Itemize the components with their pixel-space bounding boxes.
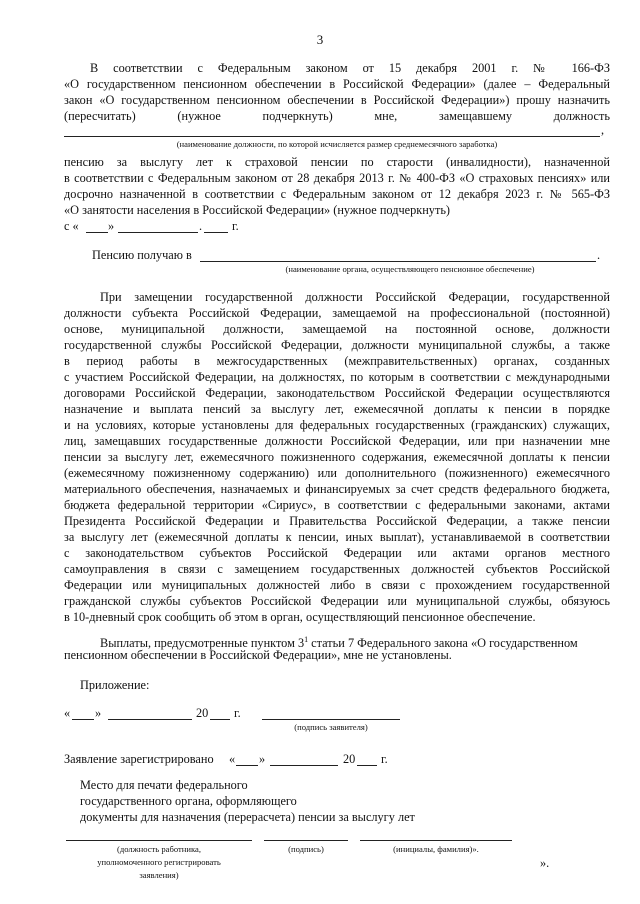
date-from-suffix: г. (232, 219, 239, 233)
p2-line-4: «О занятости населения в Российской Федерации» (нужное подчеркнуть) (64, 203, 451, 217)
p1-line-3: закон «О государственном пенсионном обеспечении в Российской Федерации») прошу назначить (64, 93, 610, 107)
p3-line-5: в период работы в межгосударственных (межправительственных) органах, созданных (64, 354, 610, 368)
p3-line-1: При замещении государственной должности Российской Федерации, государственной (100, 290, 610, 304)
sign-date-day-field[interactable] (72, 719, 94, 720)
registered-month-field[interactable] (270, 765, 338, 766)
sign-date-close: » (95, 706, 102, 720)
p3-line-3: основе, муниципальной должности, замещаемой на постоянной основе, должности (64, 322, 610, 336)
p3-line-4: государственной службы Российской Федерации, должности муниципальной службы, а также (64, 338, 610, 352)
date-from-prefix: с « (64, 219, 79, 233)
date-from-year-field[interactable] (204, 232, 228, 233)
sign-date-year-field[interactable] (210, 719, 230, 720)
p1-line-2: «О государственном пенсионном обеспечении в Российской Федерации» (далее – Федеральный (64, 77, 610, 91)
p2-line-2: в соответствии с Федеральным законом от 28 декабря 2013 г. № 400-ФЗ «О страховых пенсиях» или (64, 171, 610, 185)
date-from-close: » (108, 219, 115, 233)
caption-employee-2: уполномоченного регистрировать (97, 857, 221, 867)
registered-suffix: г. (381, 752, 388, 766)
p3-line-19: Федерации или муниципальных должностей либо в связи с прохождением государственной (64, 578, 610, 592)
signature-field[interactable] (262, 719, 400, 720)
p3-line-8: назначение и выплата пенсий за выслугу лет, ежемесячной доплаты к пенсии в порядке (64, 402, 610, 416)
p3-line-13: материального обеспечения, назначаемых и финансируемых за счет средств федерального бюджета, (64, 482, 610, 496)
p3-line-2: должности субъекта Российской Федерации, замещаемой на профессиональной (постоянной) (64, 306, 610, 320)
caption-sign: (подпись) (288, 844, 324, 854)
sign-date-suffix: г. (234, 706, 241, 720)
p1-line-4: (пересчитать) (нужное подчеркнуть) мне, замещавшему должность (64, 109, 610, 123)
p3-line-9: и на условиях, которые установлены для федеральных государственных (гражданских) служащих, (64, 418, 610, 432)
p3-line-18: самоуправления в связи с замещением государственных должностей субъектов Российской (64, 562, 610, 576)
sign-date-year-prefix: 20 (196, 706, 209, 720)
p3-line-15: Президента Российской Федерации и Правительства Российской Федерации, а также пенсии (64, 514, 610, 528)
registered-date-close: » (259, 752, 266, 766)
caption-initials: (инициалы, фамилия)». (393, 844, 479, 854)
position-underline[interactable] (64, 136, 600, 137)
p1-line-1: В соответствии с Федеральным законом от 15 декабря 2001 г. № 166-ФЗ (90, 61, 610, 75)
p3-line-20: гражданской службы субъектов Российской Федерации или муниципальной службы, обязуюсь (64, 594, 610, 608)
caption-position: (наименование должности, по которой исчисляется размер среднемесячного заработка) (176, 139, 498, 149)
registered-year-prefix: 20 (343, 752, 356, 766)
registered-date-open: « (229, 752, 236, 766)
p2-line-3: досрочно назначенной в соответствии с Федеральным законом от 12 декабря 2023 г. № 565-ФЗ (64, 187, 610, 201)
closing-mark: ». (540, 856, 550, 870)
registered-year-field[interactable] (357, 765, 377, 766)
p3-line-21: в 10-дневный срок сообщить об этом в орган, осуществляющий пенсионное обеспечение. (64, 610, 536, 624)
pension-receive-label: Пенсию получаю в (92, 248, 192, 262)
p2-line-1: пенсию за выслугу лет к страховой пенсии по старости (инвалидности), назначенной (64, 155, 610, 169)
p3-line-16: за выслугу лет (ежемесячной доплаты к пенсии, иных выплат), устанавливаемой в соответствии (64, 530, 610, 544)
date-sep: . (199, 219, 203, 233)
stamp-place-line-1: Место для печати федерального (80, 778, 248, 792)
sign-date-open: « (64, 706, 71, 720)
pension-receive-end: . (597, 248, 601, 262)
registered-label: Заявление зарегистрировано (64, 752, 214, 766)
page-number: 3 (316, 32, 324, 47)
sign-date-month-field[interactable] (108, 719, 192, 720)
caption-signature: (подпись заявителя) (294, 722, 368, 732)
p3-line-10: лиц, замещавших государственные должности Российской Федерации, или при назначении мне (64, 434, 610, 448)
registered-day-field[interactable] (236, 765, 258, 766)
caption-employee-3: заявления) (139, 870, 179, 880)
p3-line-14: бюджета федеральной территории «Сириус», в соответствии с федеральными законами, актами (64, 498, 610, 512)
date-from-day-field[interactable] (86, 232, 108, 233)
p4-superscript: 1 (304, 635, 309, 644)
p4-line-2: пенсионном обеспечении в Российской Федерации», мне не установлены. (64, 648, 452, 662)
employee-sign-field[interactable] (264, 840, 348, 841)
stamp-place-line-2: государственного органа, оформляющего (80, 794, 297, 808)
stamp-place-line-3: документы для назначения (перерасчета) пенсии за выслугу лет (80, 810, 415, 824)
caption-employee-1: (должность работника, (116, 844, 202, 854)
p3-line-11: пенсии за выслугу лет, ежемесячного пожизненного содержания, ежемесячной доплаты к пенсии (64, 450, 610, 464)
position-line-end: , (601, 123, 605, 137)
attachment-label: Приложение: (80, 678, 150, 692)
p3-line-7: договорами Российской Федерации, законодательством Российской Федерации осуществляются (64, 386, 610, 400)
p4-line-1: Выплаты, предусмотренные пунктом $3^1$ статьи 7 Федерального закона «О государственном (100, 635, 578, 651)
caption-organ: (наименование органа, осуществляющего пенсионное обеспечение) (285, 264, 535, 274)
employee-position-field[interactable] (66, 840, 252, 841)
p3-line-12: (ежемесячному пожизненному содержанию) или дополнительного (пожизненного) ежемесячного (64, 466, 610, 480)
p3-line-17: с законодательством субъектов Российской Федерации или актами органов местного (64, 546, 610, 560)
employee-initials-field[interactable] (360, 840, 512, 841)
date-from-month-field[interactable] (118, 232, 198, 233)
p3-line-6: с участием Российской Федерации, на должностях, по которым в соответствии с международными (64, 370, 610, 384)
pension-organ-field[interactable] (200, 261, 596, 262)
